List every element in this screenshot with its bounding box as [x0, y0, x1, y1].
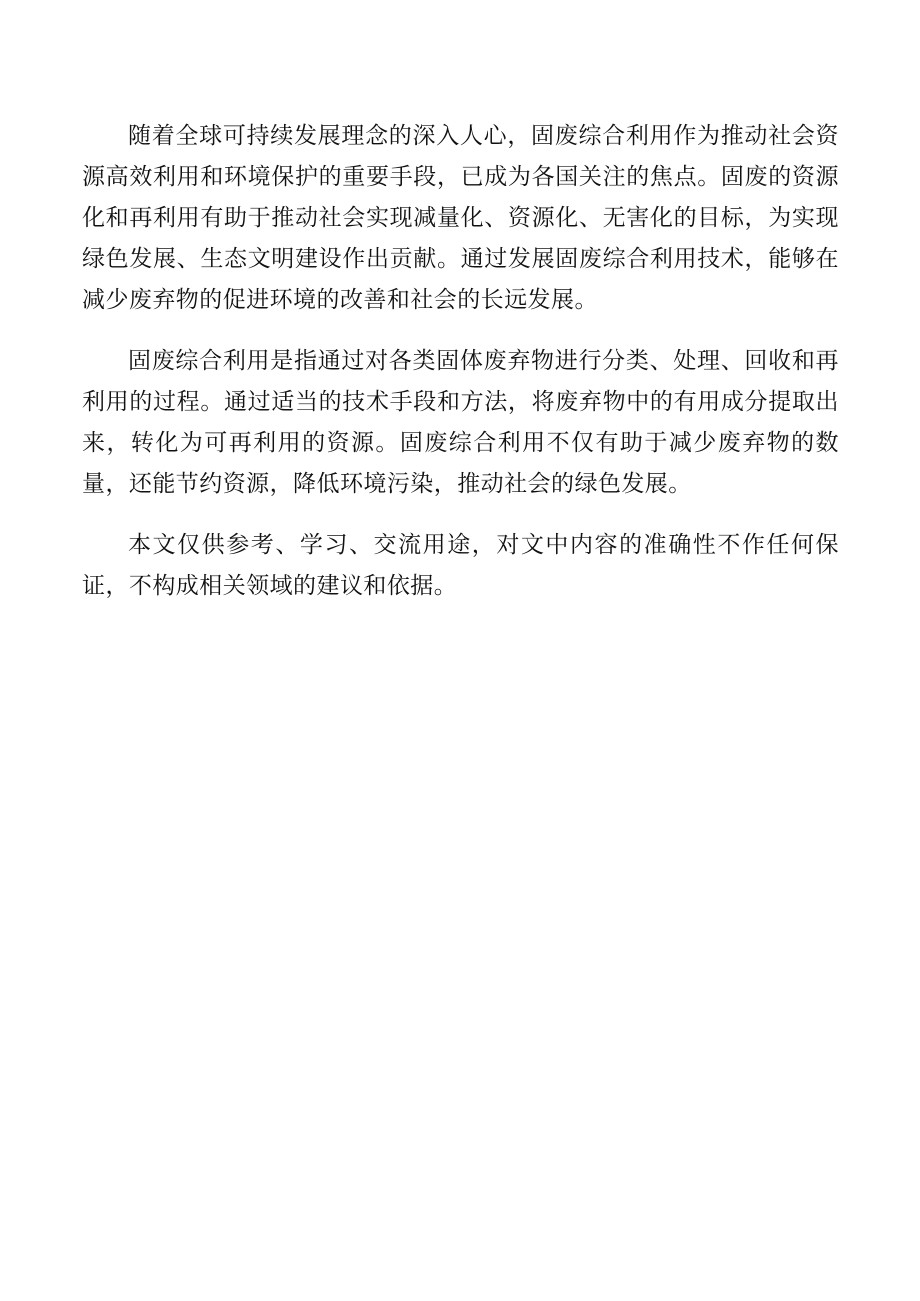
document-body — [82, 116, 839, 627]
paragraph-disclaimer: 本文仅供参考、学习、交流用途，对文中内容的准确性不作任何保证，不构成相关领域的建议和依据。 — [82, 532, 839, 599]
paragraph-definition: 固废综合利用是指通过对各类固体废弃物进行分类、处理、回收和再利用的过程。通过适当的技术手段和方法，将废弃物中的有用成分提取出来，转化为可再利用的资源。固废综合利用不仅有助于减少废弃物的数量，还能节约资源，降低环境污染，推动社会的绿色发展。 — [82, 348, 839, 497]
paragraph-intro: 随着全球可持续发展理念的深入人心，固废综合利用作为推动社会资源高效利用和环境保护的重要手段，已成为各国关注的焦点。固废的资源化和再利用有助于推动社会实现减量化、资源化、无害化的目标，为实现绿色发展、生态文明建设作出贡献。通过发展固废综合利用技术，能够在减少废弃物的促进环境的改善和社会的长远发展。 — [82, 123, 839, 313]
